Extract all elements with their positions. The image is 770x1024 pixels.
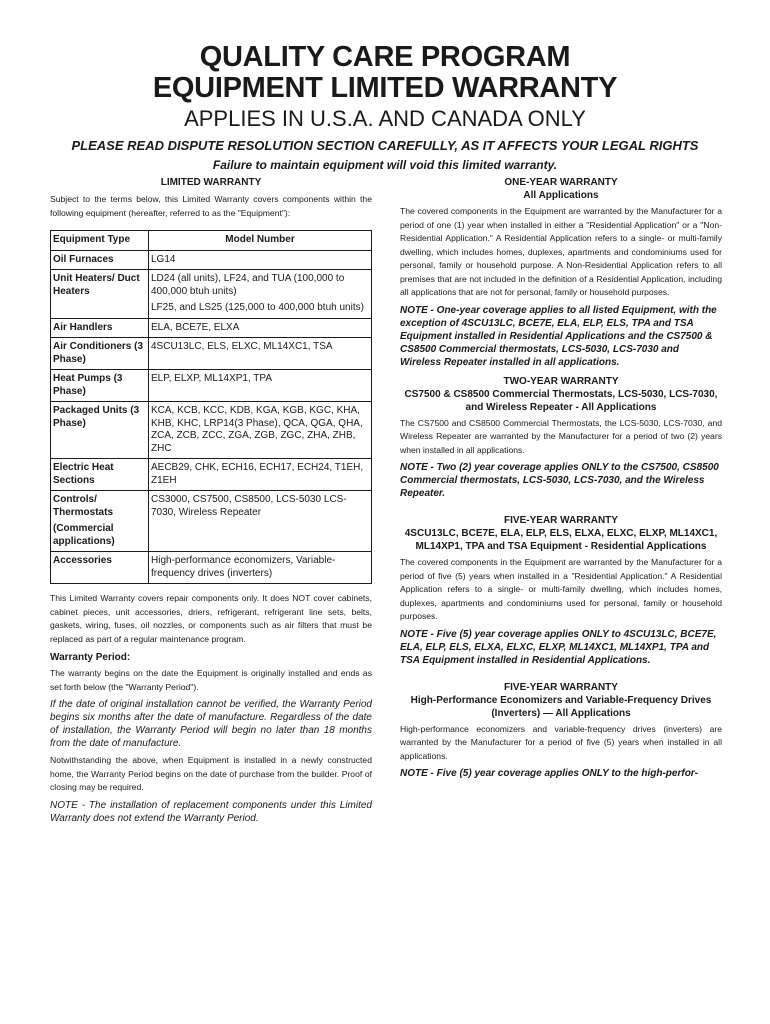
five-year-economizer-subheading: High-Performance Economizers and Variable-Frequency Drives (Inverters) — All Applications xyxy=(410,694,712,719)
table-row xyxy=(51,491,372,552)
limited-warranty-heading: LIMITED WARRANTY xyxy=(160,177,262,188)
equipment-type-cell xyxy=(51,491,149,552)
equipment-type-cell: Air Conditioners (3 Phase) xyxy=(51,338,149,370)
five-year-economizer-text: High-performance economizers and variable-frequency drives (inverters) are warranted by the Manufacturer for a period of five (5) years when installed in all applications. xyxy=(400,723,722,761)
five-year-residential-subheading: 4SCU13LC, BCE7E, ELA, ELP, ELS, ELXA, ELXC, ELXP, ML14XC1, ML14XP1, TPA and TSA Equipment - Residential Applications xyxy=(404,528,718,552)
table-row xyxy=(51,370,372,402)
equipment-type-cell: Accessories xyxy=(51,552,149,584)
model-number-cell xyxy=(149,552,372,584)
subtitle: APPLIES IN U.S.A. AND CANADA ONLY xyxy=(184,106,586,131)
table-row xyxy=(51,338,372,370)
equipment-type-cell: Heat Pumps (3 Phase) xyxy=(51,370,149,402)
model-number-cell xyxy=(149,270,372,319)
equipment-type-cell: Unit Heaters/ Duct Heaters xyxy=(51,270,149,319)
warranty-period-heading: Warranty Period: xyxy=(50,652,131,663)
two-year-heading: TWO-YEAR WARRANTY xyxy=(503,375,619,387)
model-text: AECB29, CHK, ECH16, ECH17, ECH24, T1EH, Z1EH xyxy=(151,462,364,486)
model-text: 4SCU13LC, ELS, ELXC, ML14XC1, TSA xyxy=(151,341,333,352)
five-year-residential-heading: FIVE-YEAR WARRANTY xyxy=(504,515,618,526)
model-number-cell xyxy=(149,338,372,370)
model-number-cell xyxy=(149,250,372,270)
left-column xyxy=(50,176,372,829)
model-text: ELA, BCE7E, ELXA xyxy=(151,321,240,333)
table-header-row xyxy=(51,231,372,251)
document-header xyxy=(0,42,770,174)
one-year-note: NOTE - One-year coverage applies to all listed Equipment, with the exception of 4SCU13LC, BCE7E, ELA, ELP, ELS, TPA and TSA Equipment installed in Residential Applications and the CS7500 & CS8500 Commercial thermostats, LCS-5030, LCS-7030 and Wireless Repeater installed in all applications. xyxy=(400,304,717,368)
equipment-type-cell: Oil Furnaces xyxy=(51,250,149,270)
model-text: LD24 (all units), LF24, and TUA (100,000 to 400,000 btuh units) xyxy=(151,273,345,297)
one-year-heading: ONE-YEAR WARRANTY xyxy=(504,177,618,188)
right-column xyxy=(400,176,722,786)
title-line-1: QUALITY CARE PROGRAM xyxy=(199,41,571,73)
model-number-cell xyxy=(149,318,372,338)
one-year-subheading: All Applications xyxy=(523,190,599,201)
warranty-period-text: The warranty begins on the date the Equipment is originally installed and ends as set forth below (the "Warranty Period"). xyxy=(50,668,372,692)
model-text: LF25, and LS25 (125,000 to 400,000 btuh units) xyxy=(151,302,364,313)
one-year-text: The covered components in the Equipment are warranted by the Manufacturer for a period of one (1) year when installed in either a "Residential Application" or a "Non-Residential Application." A Residential Application refers to a single- or multi-family dwelling, which includes homes, duplexes, apartments and condominiums used for personal, family or household purpose. A Non-Residential Application refers to all premises that are not included in the definition of a Residential Application, including all applications that are not for personal, family or household purposes. xyxy=(400,206,722,297)
table-row xyxy=(51,459,372,491)
title-line-2: EQUIPMENT LIMITED WARRANTY xyxy=(152,72,618,104)
table-row xyxy=(51,402,372,459)
two-year-text: The CS7500 and CS8500 Commercial Thermostats, the LCS-5030, LCS-7030, and Wireless Repeater are warranted by the Manufacturer for a period of two (2) years when installed in all applications. xyxy=(400,417,722,455)
table-row xyxy=(51,318,372,338)
five-year-economizer-note: NOTE - Five (5) year coverage applies ONLY to the high-perfor- xyxy=(400,768,699,779)
column-header-equipment-type: Equipment Type xyxy=(51,231,149,251)
five-year-residential-text: The covered components in the Equipment are warranted by the Manufacturer for a period of five (5) years when installed in a "Residential Application." A Residential Application refers to a single- or multi-family dwelling, which includes homes, duplexes, apartments and condominiums used for personal, family or household purposes. xyxy=(400,557,722,621)
model-text: CS3000, CS7500, CS8500, LCS-5030 LCS-7030, Wireless Repeater xyxy=(151,494,347,518)
model-text: High-performance economizers, Variable-frequency drives (inverters) xyxy=(151,555,336,579)
replacement-note: NOTE - The installation of replacement components under this Limited Warranty does not extend the Warranty Period. xyxy=(50,799,372,824)
warranty-period-italic: If the date of original installation cannot be verified, the Warranty Period begins six months after the date of manufacture. Regardless of the date of installation, the Warranty Period will begin no later than 18 months from the date of manufacture. xyxy=(50,699,372,749)
table-row xyxy=(51,270,372,319)
new-home-text: Notwithstanding the above, when Equipment is installed in a newly constructed home, the Warranty Period begins on the date of purchase from the builder. Proof of closing may be required. xyxy=(50,755,372,792)
equipment-type-text: Controls/ Thermostats xyxy=(53,494,114,518)
two-year-subheading: CS7500 & CS8500 Commercial Thermostats, LCS-5030, LCS-7030, and Wireless Repeater - All Applications xyxy=(404,388,718,413)
equipment-table xyxy=(50,230,372,584)
model-text: LG14 xyxy=(151,253,176,265)
equipment-type-cell: Air Handlers xyxy=(51,318,149,338)
equipment-type-cell: Packaged Units (3 Phase) xyxy=(51,402,149,459)
intro-text: Subject to the terms below, this Limited Warranty covers components within the following equipment (hereafter, referred to as the "Equipment"): xyxy=(50,194,372,218)
column-header-model-number: Model Number xyxy=(149,231,372,251)
five-year-economizer-heading: FIVE-YEAR WARRANTY xyxy=(504,681,618,693)
failure-notice: Failure to maintain equipment will void this limited warranty. xyxy=(212,158,558,172)
dispute-notice: PLEASE READ DISPUTE RESOLUTION SECTION CAREFULLY, AS IT AFFECTS YOUR LEGAL RIGHTS xyxy=(71,138,699,153)
model-text: ELP, ELXP, ML14XP1, TPA xyxy=(151,373,273,384)
equipment-type-subtext: (Commercial applications) xyxy=(53,523,115,547)
model-number-cell xyxy=(149,459,372,491)
table-row xyxy=(51,250,372,270)
equipment-type-cell: Electric Heat Sections xyxy=(51,459,149,491)
model-text: KCA, KCB, KCC, KDB, KGA, KGB, KGC, KHA, KHB, KHC, LRP14(3 Phase), QCA, QGA, QHA, ZCA, ZCB, ZCC, ZGA, ZGB, ZGC, ZHA, ZHB, ZHC xyxy=(151,405,363,454)
two-year-note: NOTE - Two (2) year coverage applies ONLY to the CS7500, CS8500 Commercial thermostats, LCS-5030, LCS-7030, and the Wireless Repeater. xyxy=(400,462,719,499)
model-number-cell xyxy=(149,370,372,402)
table-row xyxy=(51,552,372,584)
model-number-cell xyxy=(149,491,372,552)
five-year-residential-note: NOTE - Five (5) year coverage applies ONLY to 4SCU13LC, BCE7E, ELA, ELP, ELS, ELXA, ELXC, ELXP, ML14XC1, ML14XP1, TPA and TSA Equipment installed in Residential Applications. xyxy=(400,628,717,666)
model-number-cell xyxy=(149,402,372,459)
repair-coverage-text: This Limited Warranty covers repair components only. It does NOT cover cabinets, cabinet pieces, unit accessories, driers, refrigerant, refrigerant line sets, belts, gaskets, wiring, fuses, oil nozzles, or components such as air filters that must be replaced as part of a regular maintenance program. xyxy=(50,593,372,644)
